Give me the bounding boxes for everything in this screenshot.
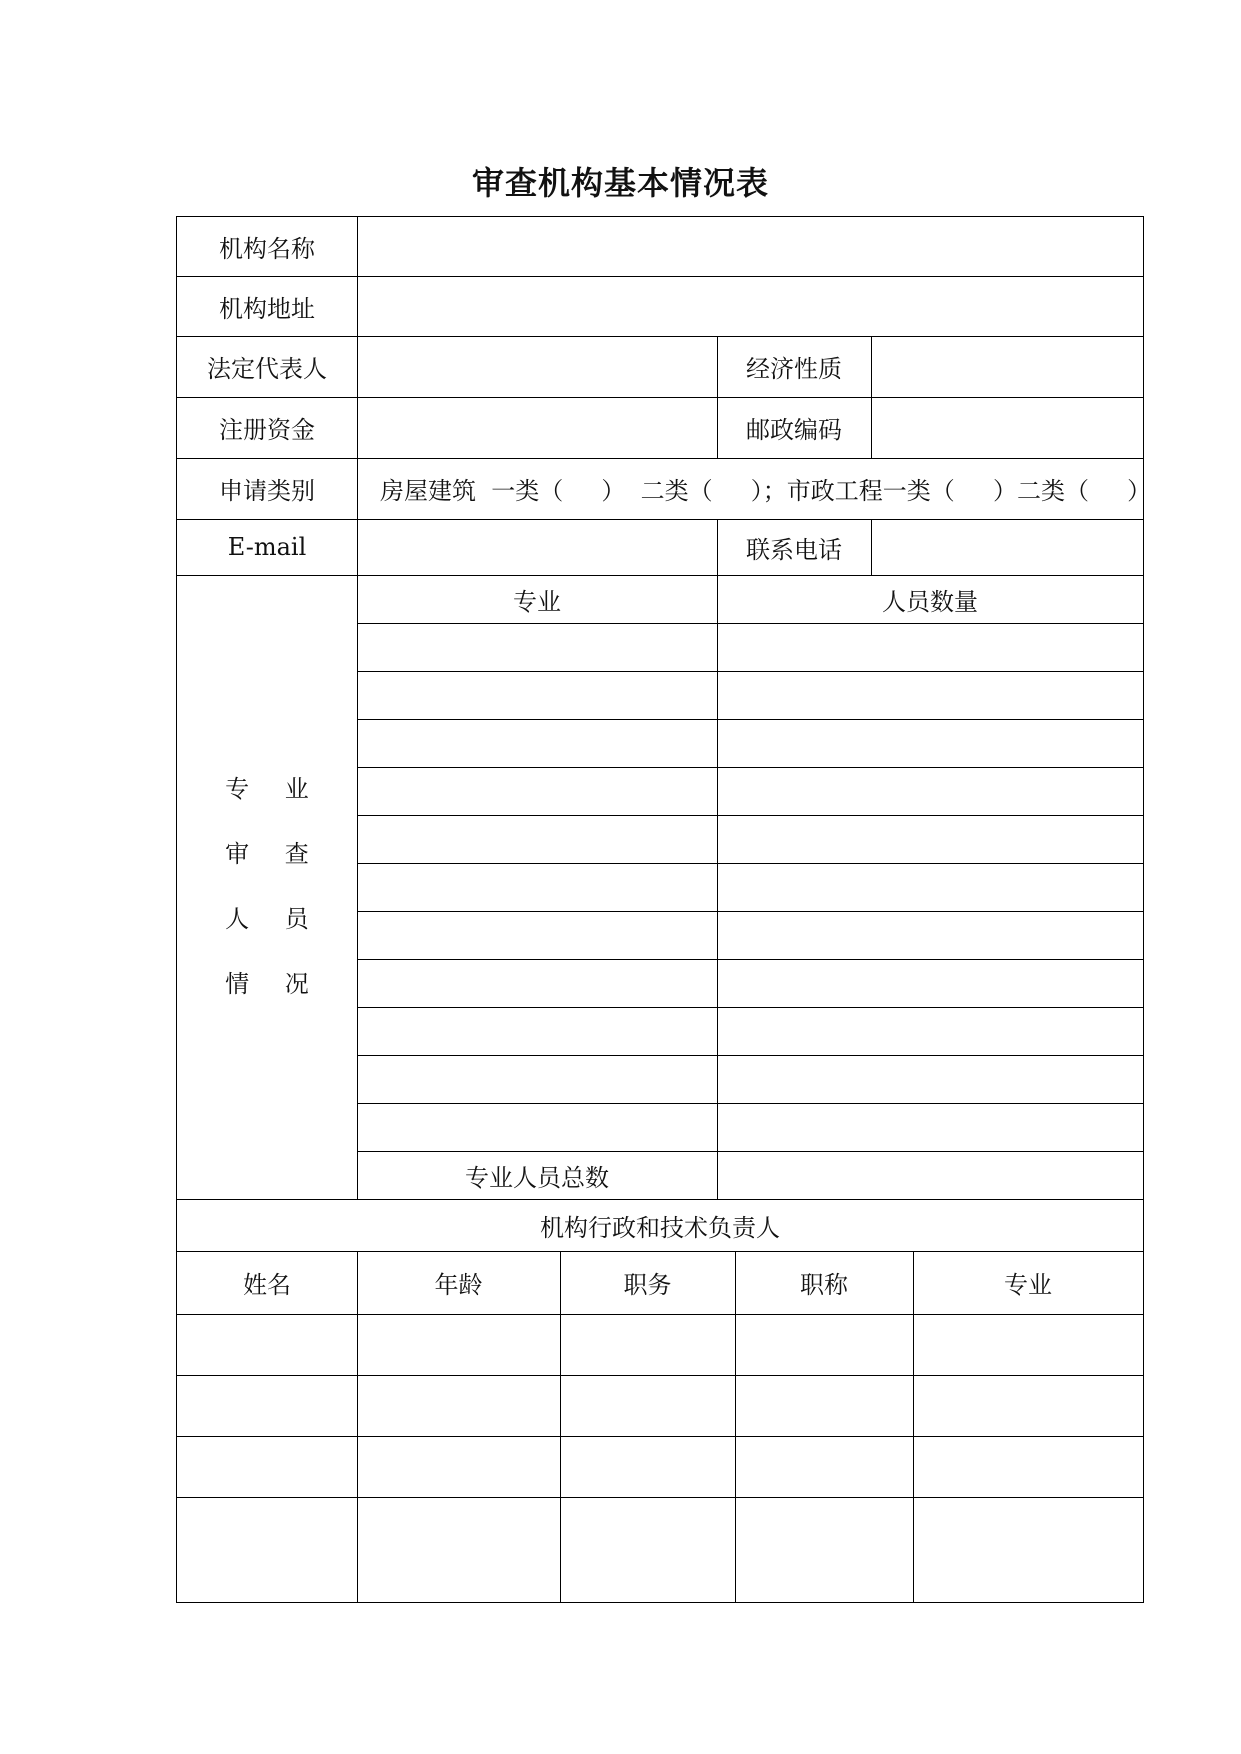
specialty-cell[interactable] — [358, 1056, 717, 1103]
specialty-cell[interactable] — [358, 1008, 717, 1055]
postal-code-label: 邮政编码 — [746, 416, 842, 444]
specialty-column-header: 专业 — [513, 587, 561, 616]
phone-field[interactable] — [872, 520, 1143, 575]
specialty-cell[interactable] — [358, 624, 717, 671]
specialty-cell[interactable] — [358, 864, 717, 911]
staff-count-cell[interactable] — [718, 1008, 1143, 1055]
staff-total-label: 专业人员总数 — [465, 1163, 609, 1192]
staff-count-cell[interactable] — [718, 864, 1143, 911]
staff-label-line-3: 人 员 — [225, 905, 323, 933]
staff-count-column-header: 人员数量 — [882, 587, 978, 616]
leader-name-cell[interactable] — [178, 1376, 357, 1436]
specialty-cell[interactable] — [358, 768, 717, 815]
leader-name-cell[interactable] — [178, 1498, 357, 1601]
leader-age-cell[interactable] — [358, 1315, 560, 1375]
leaders-section-title: 机构行政和技术负责人 — [540, 1213, 780, 1242]
leader-title-cell[interactable] — [736, 1498, 913, 1601]
leader-position-cell[interactable] — [561, 1498, 735, 1601]
staff-total-field[interactable] — [718, 1152, 1143, 1199]
staff-count-cell[interactable] — [718, 912, 1143, 959]
leader-position-cell[interactable] — [561, 1315, 735, 1375]
phone-label: 联系电话 — [746, 535, 842, 564]
org-address-label: 机构地址 — [219, 294, 315, 323]
leader-age-cell[interactable] — [358, 1498, 560, 1601]
application-category-label: 申请类别 — [219, 477, 315, 505]
legal-rep-label: 法定代表人 — [207, 355, 327, 383]
specialty-cell[interactable] — [358, 960, 717, 1007]
staff-count-cell[interactable] — [718, 1104, 1143, 1151]
registered-capital-field[interactable] — [358, 398, 717, 458]
col-title-header: 职称 — [800, 1271, 848, 1299]
staff-count-cell[interactable] — [718, 720, 1143, 767]
col-specialty-header: 专业 — [1004, 1271, 1052, 1299]
staff-count-cell[interactable] — [718, 816, 1143, 863]
postal-code-field[interactable] — [872, 398, 1143, 458]
page-title: 审查机构基本情况表 — [471, 164, 769, 202]
staff-count-cell[interactable] — [718, 768, 1143, 815]
leader-title-cell[interactable] — [736, 1315, 913, 1375]
specialty-cell[interactable] — [358, 1104, 717, 1151]
staff-label-line-2: 审 查 — [225, 840, 323, 868]
leader-position-cell[interactable] — [561, 1376, 735, 1436]
institution-info-form — [176, 216, 1152, 1603]
legal-rep-field[interactable] — [358, 337, 717, 397]
col-position-header: 职务 — [623, 1271, 672, 1299]
staff-count-cell[interactable] — [718, 960, 1143, 1007]
leader-name-cell[interactable] — [178, 1315, 357, 1375]
staff-label-line-1: 专 业 — [225, 775, 323, 803]
economic-nature-field[interactable] — [872, 337, 1143, 397]
specialty-cell[interactable] — [358, 720, 717, 767]
specialty-cell[interactable] — [358, 816, 717, 863]
leader-specialty-cell[interactable] — [914, 1498, 1143, 1601]
org-name-field[interactable] — [358, 218, 1143, 276]
org-address-field[interactable] — [358, 277, 1143, 336]
col-age-header: 年龄 — [434, 1271, 483, 1299]
org-name-label: 机构名称 — [219, 235, 315, 263]
specialty-cell[interactable] — [358, 912, 717, 959]
email-field[interactable] — [358, 520, 717, 575]
leader-age-cell[interactable] — [358, 1376, 560, 1436]
leader-age-cell[interactable] — [358, 1437, 560, 1497]
leader-title-cell[interactable] — [736, 1437, 913, 1497]
registered-capital-label: 注册资金 — [219, 416, 315, 444]
application-category-options[interactable]: 房屋建筑 一类（ ） 二类（ ）；市政工程一类（ ）二类（ ） — [380, 477, 1152, 505]
staff-count-cell[interactable] — [718, 624, 1143, 671]
email-label: E-mail — [227, 533, 307, 561]
economic-nature-label: 经济性质 — [746, 355, 842, 383]
col-name-header: 姓名 — [243, 1271, 291, 1299]
leader-title-cell[interactable] — [736, 1376, 913, 1436]
leader-specialty-cell[interactable] — [914, 1315, 1143, 1375]
staff-count-cell[interactable] — [718, 672, 1143, 719]
leader-name-cell[interactable] — [178, 1437, 357, 1497]
staff-label-line-4: 情 况 — [225, 970, 323, 998]
staff-section-label — [177, 575, 357, 1199]
leader-specialty-cell[interactable] — [914, 1437, 1143, 1497]
leader-specialty-cell[interactable] — [914, 1376, 1143, 1436]
leader-position-cell[interactable] — [561, 1437, 735, 1497]
specialty-cell[interactable] — [358, 672, 717, 719]
staff-count-cell[interactable] — [718, 1056, 1143, 1103]
